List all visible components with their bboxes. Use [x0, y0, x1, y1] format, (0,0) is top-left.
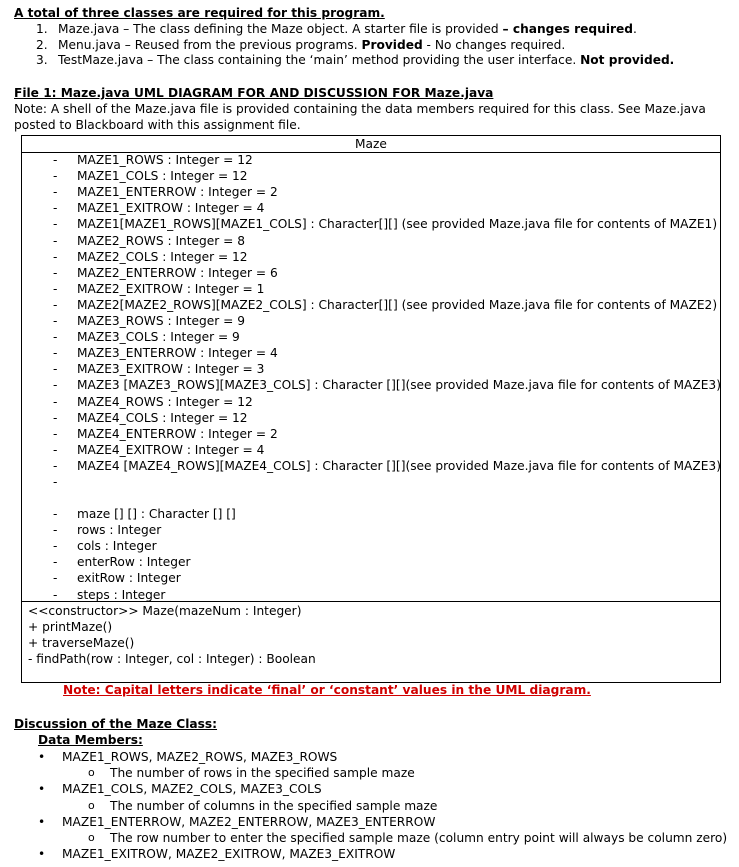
- attr-text: MAZE3_ROWS : Integer = 9: [77, 314, 246, 328]
- attr-dash: -: [53, 378, 58, 393]
- attr-text: MAZE2[MAZE2_ROWS][MAZE2_COLS] : Character[][] (see provided Maze.java file for contents of MAZE2): [77, 297, 718, 312]
- list-item: 1. Maze.java – The class defining the Maze object. A starter file is provided – changes required.: [36, 22, 637, 36]
- list-item: 2. Menu.java – Reused from the previous programs. Provided - No changes required.: [36, 37, 566, 52]
- attr-dash: -: [53, 458, 58, 473]
- sub-item-text: The row number to enter the specified sample maze (column entry point will always be column zero): [110, 831, 728, 845]
- attr-text: MAZE3_COLS : Integer = 9: [77, 330, 240, 345]
- attr-dash: -: [53, 330, 58, 345]
- attr-dash: -: [53, 249, 58, 264]
- list-item: [38, 846, 396, 862]
- attr-dash: -: [53, 587, 58, 602]
- uml-attributes: [22, 152, 720, 602]
- attr-dash: -: [53, 442, 58, 457]
- attr-text: exitRow : Integer: [77, 571, 181, 586]
- attr-dash: -: [53, 523, 58, 538]
- uml-diagram: [21, 135, 721, 683]
- uml-method: + printMaze(): [28, 620, 113, 634]
- attr-dash: -: [53, 201, 58, 216]
- attr-dash: -: [53, 362, 58, 377]
- discussion-heading: Discussion of the Maze Class:: [14, 717, 218, 731]
- sub-item: [88, 765, 415, 781]
- attr-dash: -: [53, 153, 58, 167]
- item-text: MAZE1_ROWS, MAZE2_ROWS, MAZE3_ROWS: [62, 750, 338, 764]
- sub-item: [88, 798, 438, 814]
- attr-text: MAZE2_COLS : Integer = 12: [77, 249, 248, 264]
- list-item: [38, 749, 338, 765]
- attr-dash: -: [53, 475, 58, 489]
- attr-dash: -: [53, 297, 58, 312]
- file1-note: Note: A shell of the Maze.java file is provided containing the data members required for this class. See Maze.java posted to Blackboard with this assignment file.: [14, 102, 706, 132]
- attr-text: MAZE1_ROWS : Integer = 12: [77, 153, 253, 167]
- data-members-heading: Data Members:: [38, 733, 143, 747]
- sub-item-text: The number of columns in the specified sample maze: [110, 798, 438, 813]
- attr-text: MAZE3_EXITROW : Integer = 3: [77, 362, 265, 377]
- uml-note: Note: Capital letters indicate ‘final’ or ‘constant’ values in the UML diagram.: [63, 683, 591, 697]
- requirements-heading: A total of three classes are required for this program.: [14, 6, 385, 20]
- attr-dash: -: [53, 346, 58, 361]
- attr-text: MAZE1_EXITROW : Integer = 4: [77, 201, 265, 216]
- attr-text: cols : Integer: [77, 539, 157, 554]
- item-text: MAZE1_ENTERROW, MAZE2_ENTERROW, MAZE3_ENTERROW: [62, 814, 436, 829]
- attr-dash: -: [53, 507, 58, 521]
- attr-text: MAZE4_ENTERROW : Integer = 2: [77, 426, 278, 441]
- attr-text: enterRow : Integer: [77, 555, 191, 570]
- sub-item-text: The number of rows in the specified sample maze: [110, 766, 415, 781]
- attr-dash: -: [53, 185, 58, 200]
- bullet-icon: •: [38, 814, 46, 829]
- uml-method: - findPath(row : Integer, col : Integer) : Boolean: [28, 652, 316, 666]
- attr-dash: -: [53, 539, 58, 554]
- attr-text: MAZE2_ENTERROW : Integer = 6: [77, 265, 278, 280]
- attr-text: MAZE4 [MAZE4_ROWS][MAZE4_COLS] : Character [][](see provided Maze.java file for contents of MAZE3): [77, 458, 721, 473]
- file1-heading: File 1: Maze.java UML DIAGRAM FOR AND DISCUSSION FOR Maze.java: [14, 86, 494, 100]
- attr-text: MAZE3 [MAZE3_ROWS][MAZE3_COLS] : Character [][](see provided Maze.java file for contents of MAZE3): [77, 378, 721, 393]
- list-item: 3. TestMaze.java – The class containing the ‘main’ method providing the user interface. Not provided.: [36, 53, 675, 67]
- attr-dash: -: [53, 281, 58, 296]
- item-text: MAZE1_COLS, MAZE2_COLS, MAZE3_COLS: [62, 782, 322, 797]
- attr-text: MAZE3_ENTERROW : Integer = 4: [77, 346, 278, 361]
- attr-text: maze [] [] : Character [] []: [77, 507, 236, 521]
- sub-item: [88, 830, 728, 846]
- item-text: MAZE1_EXITROW, MAZE2_EXITROW, MAZE3_EXITROW: [62, 847, 396, 862]
- attr-dash: -: [53, 217, 58, 232]
- attr-text: MAZE1_COLS : Integer = 12: [77, 169, 248, 184]
- list-item: [38, 814, 436, 830]
- attr-text: rows : Integer: [77, 523, 162, 538]
- attr-text: steps : Integer: [77, 587, 166, 602]
- bullet-icon: •: [38, 782, 46, 797]
- bullet-icon: •: [38, 750, 46, 764]
- class-list: [36, 22, 674, 69]
- attr-text: MAZE2_ROWS : Integer = 8: [77, 233, 246, 248]
- attr-dash: -: [53, 394, 58, 409]
- sub-bullet-icon: o: [88, 798, 95, 812]
- bullet-icon: •: [38, 847, 46, 862]
- attr-text: MAZE4_COLS : Integer = 12: [77, 410, 248, 425]
- uml-methods: [28, 603, 316, 667]
- sub-bullet-icon: o: [88, 766, 95, 780]
- sub-bullet-icon: o: [88, 831, 95, 844]
- attr-dash: -: [53, 426, 58, 441]
- uml-method: <<constructor>> Maze(mazeNum : Integer): [28, 604, 302, 618]
- attr-text: MAZE2_EXITROW : Integer = 1: [77, 281, 265, 296]
- attr-dash: -: [53, 314, 58, 328]
- attr-text: MAZE1_ENTERROW : Integer = 2: [77, 185, 278, 200]
- attr-dash: -: [53, 169, 58, 184]
- list-item: [38, 781, 322, 797]
- uml-method: + traverseMaze(): [28, 636, 135, 650]
- attr-text: MAZE1[MAZE1_ROWS][MAZE1_COLS] : Character[][] (see provided Maze.java file for contents of MAZE1): [77, 217, 718, 232]
- uml-class-name: Maze: [22, 136, 720, 153]
- attr-dash: -: [53, 233, 58, 248]
- attr-dash: -: [53, 555, 58, 570]
- attr-dash: -: [53, 265, 58, 280]
- attr-dash: -: [53, 571, 58, 586]
- attr-text: MAZE4_ROWS : Integer = 12: [77, 394, 253, 409]
- attr-text: MAZE4_EXITROW : Integer = 4: [77, 442, 265, 457]
- attr-dash: -: [53, 410, 58, 425]
